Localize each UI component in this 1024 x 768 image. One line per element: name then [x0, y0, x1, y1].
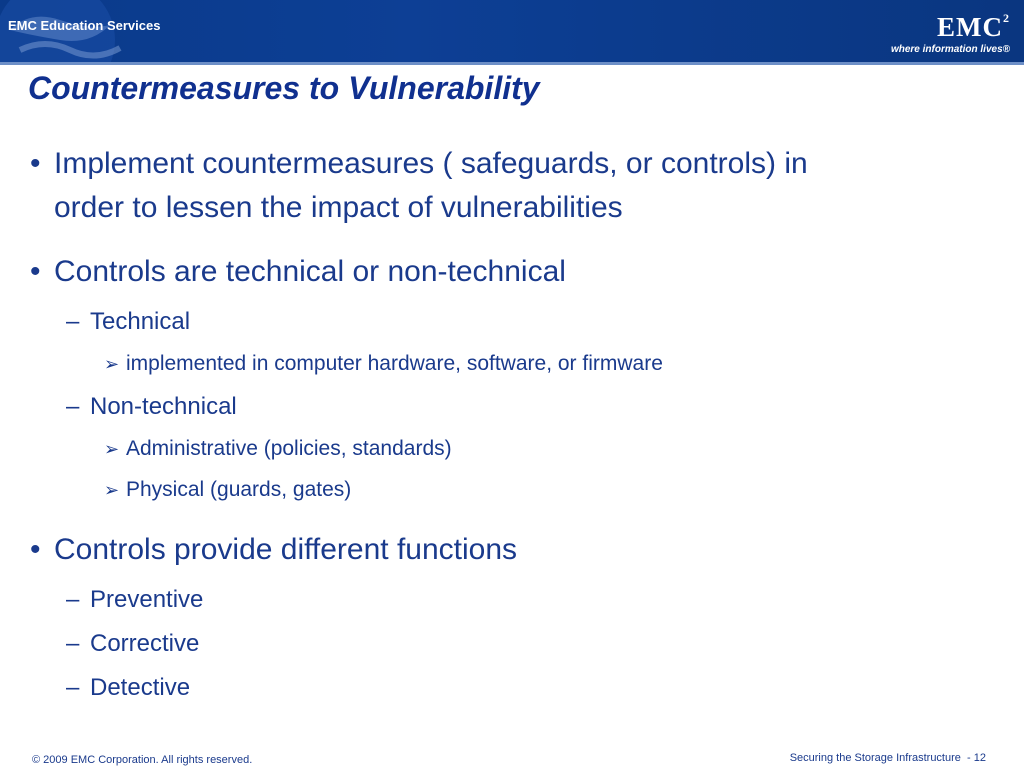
arrow-bullet-icon: ➢: [104, 480, 120, 500]
bullet-countermeasures: [30, 142, 990, 230]
copyright-footer: © 2009 EMC Corporation. All rights reserved.: [32, 754, 253, 766]
subbullet-technical: [66, 308, 190, 336]
bullet-text: Controls provide different functions: [54, 533, 518, 566]
bullet-marker: •: [30, 533, 41, 566]
dash-marker: –: [66, 674, 80, 701]
subbullet-text: Non-technical: [90, 393, 237, 420]
item-text: implemented in computer hardware, software, or firmware: [126, 352, 663, 375]
dash-marker: –: [66, 393, 80, 420]
subbullet-text: Technical: [90, 308, 191, 335]
item-administrative: [104, 437, 452, 461]
item-text: Administrative (policies, standards): [126, 437, 452, 460]
bullet-text-line-2: order to lessen the impact of vulnerabilities: [54, 191, 623, 224]
subbullet-preventive: [66, 586, 203, 614]
course-title: Securing the Storage Infrastructure: [789, 752, 961, 764]
bullet-marker: •: [30, 255, 41, 288]
course-footer: [790, 752, 986, 764]
item-text: Physical (guards, gates): [126, 478, 352, 501]
dash-marker: –: [66, 586, 80, 613]
dash-marker: –: [66, 308, 80, 335]
education-services-label: EMC Education Services: [8, 18, 161, 33]
slide-title: Countermeasures to Vulnerability: [28, 70, 540, 106]
subbullet-text: Corrective: [90, 630, 200, 657]
page-number: - 12: [967, 752, 986, 764]
bullet-controls-types: [30, 250, 990, 294]
arrow-bullet-icon: ➢: [104, 354, 120, 374]
subbullet-text: Detective: [90, 674, 191, 701]
arrow-bullet-icon: ➢: [104, 439, 120, 459]
bullet-text-line-1: Implement countermeasures ( safeguards, or controls) in: [54, 147, 808, 180]
subbullet-corrective: [66, 630, 199, 658]
dash-marker: –: [66, 630, 80, 657]
bullet-controls-functions: [30, 528, 990, 572]
emc-logo-text: EMC: [937, 12, 1003, 42]
item-technical-implementation: [104, 352, 663, 376]
bullet-text: Controls are technical or non-technical: [54, 255, 566, 288]
emc-tagline: where information lives®: [890, 44, 1010, 55]
item-physical: [104, 478, 351, 502]
subbullet-non-technical: [66, 393, 237, 421]
subbullet-text: Preventive: [90, 586, 204, 613]
bullet-marker: •: [30, 147, 41, 180]
emc-logo-superscript: 2: [1003, 11, 1010, 25]
subbullet-detective: [66, 674, 190, 702]
